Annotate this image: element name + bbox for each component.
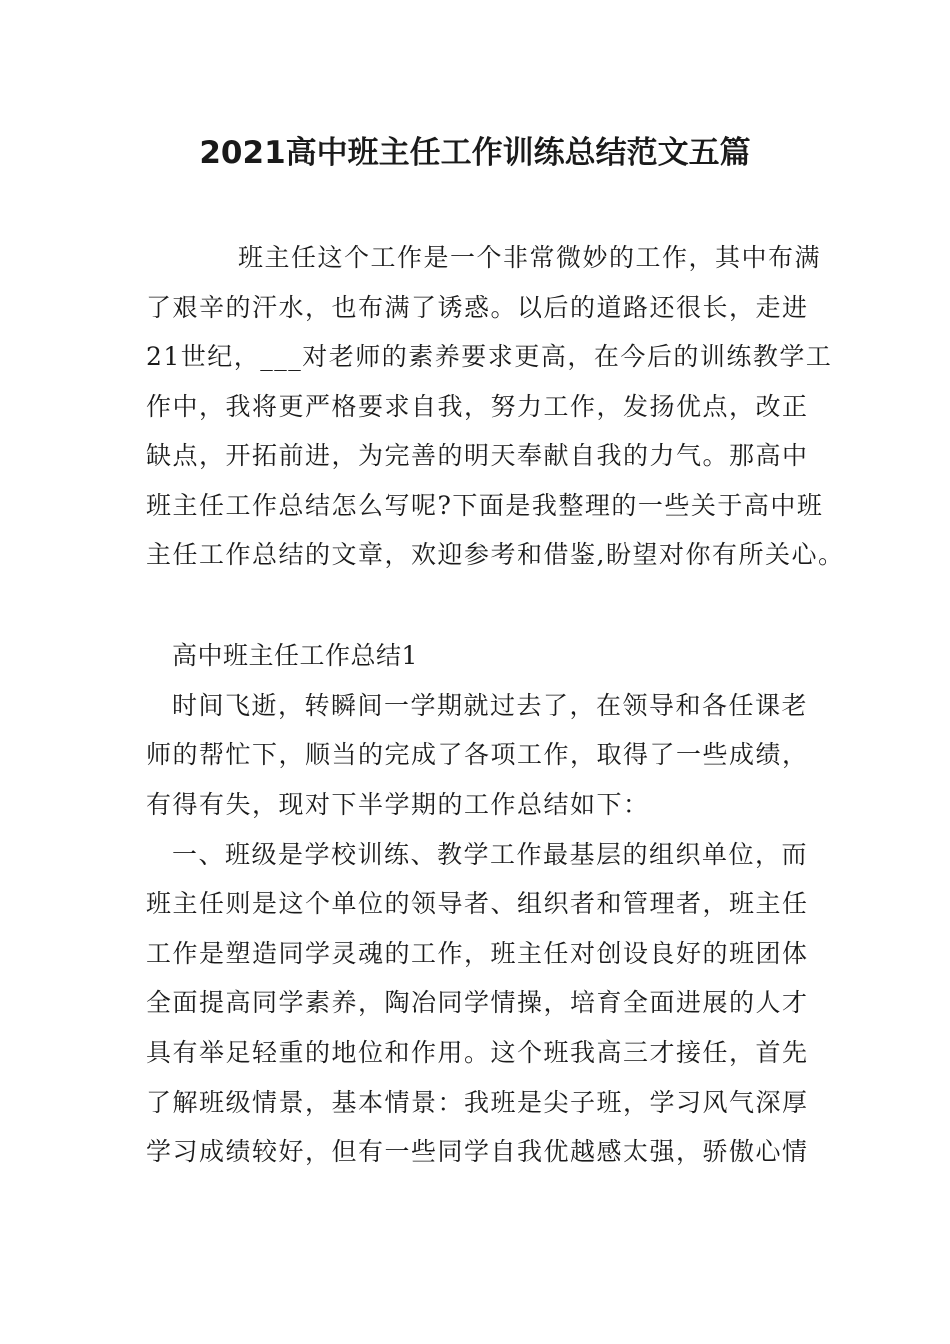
section-heading: 高中班主任工作总结1 — [172, 641, 418, 670]
paragraph-line: 师的帮忙下，顺当的完成了各项工作，取得了一些成绩， — [146, 740, 809, 769]
intro-line: 主任工作总结的文章，欢迎参考和借鉴,盼望对你有所关心。 — [146, 540, 845, 569]
paragraph-line: 学习成绩较好，但有一些同学自我优越感太强，骄傲心情 — [146, 1137, 809, 1166]
paragraph-line: 工作是塑造同学灵魂的工作，班主任对创设良好的班团体 — [146, 939, 809, 968]
intro-line: 21世纪，___对老师的素养要求更高，在今后的训练教学工 — [146, 342, 833, 371]
paragraph-line: 一、班级是学校训练、教学工作最基层的组织单位，而 — [172, 840, 809, 869]
paragraph-line: 时间飞逝，转瞬间一学期就过去了，在领导和各任课老 — [172, 691, 809, 720]
intro-line: 班主任工作总结怎么写呢?下面是我整理的一些关于高中班 — [146, 491, 824, 520]
intro-line: 了艰辛的汗水，也布满了诱惑。以后的道路还很长，走进 — [146, 293, 809, 322]
intro-line: 班主任这个工作是一个非常微妙的工作，其中布满 — [238, 243, 822, 272]
paragraph-line: 具有举足轻重的地位和作用。这个班我高三才接任，首先 — [146, 1038, 809, 1067]
document-title: 2021高中班主任工作训练总结范文五篇 — [199, 135, 751, 171]
paragraph-line: 班主任则是这个单位的领导者、组织者和管理者，班主任 — [146, 889, 809, 918]
paragraph-line: 有得有失，现对下半学期的工作总结如下： — [146, 790, 650, 819]
paragraph-line: 全面提高同学素养，陶冶同学情操，培育全面进展的人才 — [146, 988, 809, 1017]
paragraph-line: 了解班级情景，基本情景：我班是尖子班，学习风气深厚 — [146, 1088, 809, 1117]
intro-line: 作中，我将更严格要求自我，努力工作，发扬优点，改正 — [146, 392, 809, 421]
intro-line: 缺点，开拓前进，为完善的明天奉献自我的力气。那高中 — [146, 441, 809, 470]
